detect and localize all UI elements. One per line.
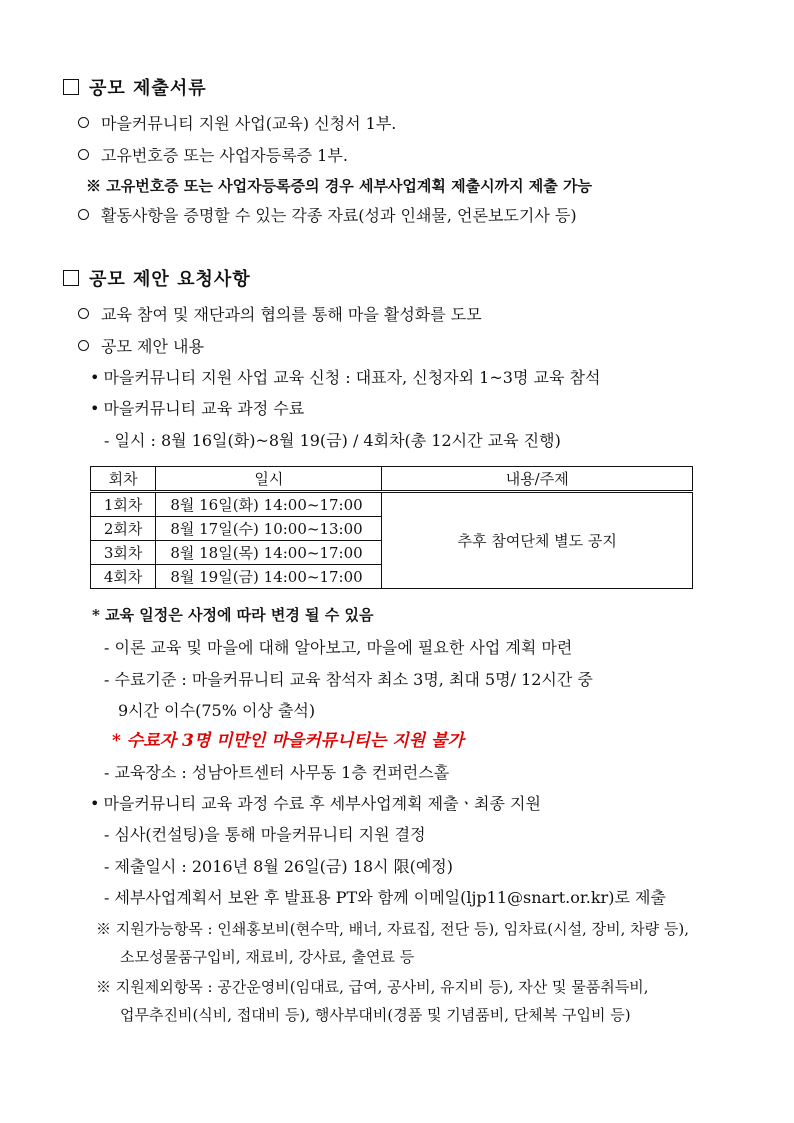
circle-bullet-icon: [78, 149, 89, 160]
table-header-row: [91, 467, 693, 492]
dot-bullet-icon: •: [90, 399, 100, 418]
dash-item-2a: - 수료기준 : 마을커뮤니티 교육 참석자 최소 3명, 최대 5명/ 12시간 중: [104, 670, 593, 689]
table-note: * 교육 일정은 사정에 따라 변경 될 수 있음: [92, 606, 374, 624]
table-cell-session: 4회차: [91, 565, 156, 589]
section1-heading: [63, 78, 207, 100]
table-cell-date: 8월 19일(금) 14:00~17:00: [156, 565, 382, 589]
checkbox-square-icon: [63, 79, 79, 95]
table-header-content: 내용/주제: [382, 467, 693, 492]
dot-bullet-icon: •: [90, 794, 100, 813]
section1-note: ※ 고유번호증 또는 사업자등록증의 경우 세부사업계획 제출시까지 제출 가능: [86, 177, 592, 195]
table-cell-session: 2회차: [91, 517, 156, 541]
section1-item-3: 활동사항을 증명할 수 있는 각종 자료(성과 인쇄물, 언론보도기사 등): [78, 205, 577, 227]
dash-item-6: - 세부사업계획서 보완 후 발표용 PT와 함께 이메일(ljp11@snart.or.kr)로 제출: [104, 888, 666, 907]
table-row: [91, 492, 693, 517]
table-header-date: 일시: [156, 467, 382, 492]
note-excluded-items: ※ 지원제외항목 : 공간운영비(임대료, 급여, 공사비, 유지비 등), 자산 및 물품취득비,: [96, 978, 649, 996]
dot-bullet-icon: •: [90, 368, 100, 387]
section1-item-2: 고유번호증 또는 사업자등록증 1부.: [78, 145, 348, 167]
section2-item-1: 교육 참여 및 재단과의 협의를 통해 마을 활성화를 도모: [78, 304, 482, 326]
circle-bullet-icon: [78, 308, 89, 319]
dash-item-5: - 제출일시 : 2016년 8월 26일(금) 18시 限(예정): [104, 857, 454, 876]
schedule-line: - 일시 : 8월 16일(화)~8월 19(금) / 4회차(총 12시간 교육 진행): [104, 431, 561, 450]
table-cell-content: 추후 참여단체 별도 공지: [382, 492, 693, 589]
table-cell-date: 8월 17일(수) 10:00~13:00: [156, 517, 382, 541]
note-support-items-cont: 소모성물품구입비, 재료비, 강사료, 출연료 등: [120, 948, 415, 966]
section2-bullet-1: • 마을커뮤니티 지원 사업 교육 신청 : 대표자, 신청자외 1~3명 교육 참석: [90, 368, 601, 387]
table-cell-session: 1회차: [91, 492, 156, 517]
section2-item-2: 공모 제안 내용: [78, 336, 204, 358]
section2-title: 공모 제안 요청사항: [89, 269, 251, 290]
section1-item-1: 마을커뮤니티 지원 사업(교육) 신청서 1부.: [78, 113, 396, 135]
section2-bullet-2: • 마을커뮤니티 교육 과정 수료: [90, 399, 305, 418]
table-cell-date: 8월 16일(화) 14:00~17:00: [156, 492, 382, 517]
dash-item-1: - 이론 교육 및 마을에 대해 알아보고, 마을에 필요한 사업 계획 마련: [104, 638, 573, 657]
dash-item-3: - 교육장소 : 성남아트센터 사무동 1층 컨퍼런스홀: [104, 763, 450, 782]
schedule-table: [90, 466, 693, 589]
dash-item-4: - 심사(컨설팅)을 통해 마을커뮤니티 지원 결정: [104, 825, 426, 844]
section1-title: 공모 제출서류: [89, 78, 207, 99]
note-excluded-items-cont: 업무추진비(식비, 접대비 등), 행사부대비(경품 및 기념품비, 단체복 구입비 등): [120, 1006, 631, 1024]
table-cell-session: 3회차: [91, 541, 156, 565]
checkbox-square-icon: [63, 270, 79, 286]
section2-heading: [63, 269, 251, 291]
table-cell-date: 8월 18일(목) 14:00~17:00: [156, 541, 382, 565]
warning-text: * 수료자 3명 미만인 마을커뮤니티는 지원 불가: [112, 731, 464, 751]
section2-bullet-3: • 마을커뮤니티 교육 과정 수료 후 세부사업계획 제출ㆍ최종 지원: [90, 794, 541, 813]
table-header-session: 회차: [91, 467, 156, 492]
circle-bullet-icon: [78, 117, 89, 128]
circle-bullet-icon: [78, 209, 89, 220]
dash-item-2b: 9시간 이수(75% 이상 출석): [118, 701, 316, 720]
circle-bullet-icon: [78, 340, 89, 351]
note-support-items: ※ 지원가능항목 : 인쇄홍보비(현수막, 배너, 자료집, 전단 등), 임차료(시설, 장비, 차량 등),: [96, 920, 689, 938]
